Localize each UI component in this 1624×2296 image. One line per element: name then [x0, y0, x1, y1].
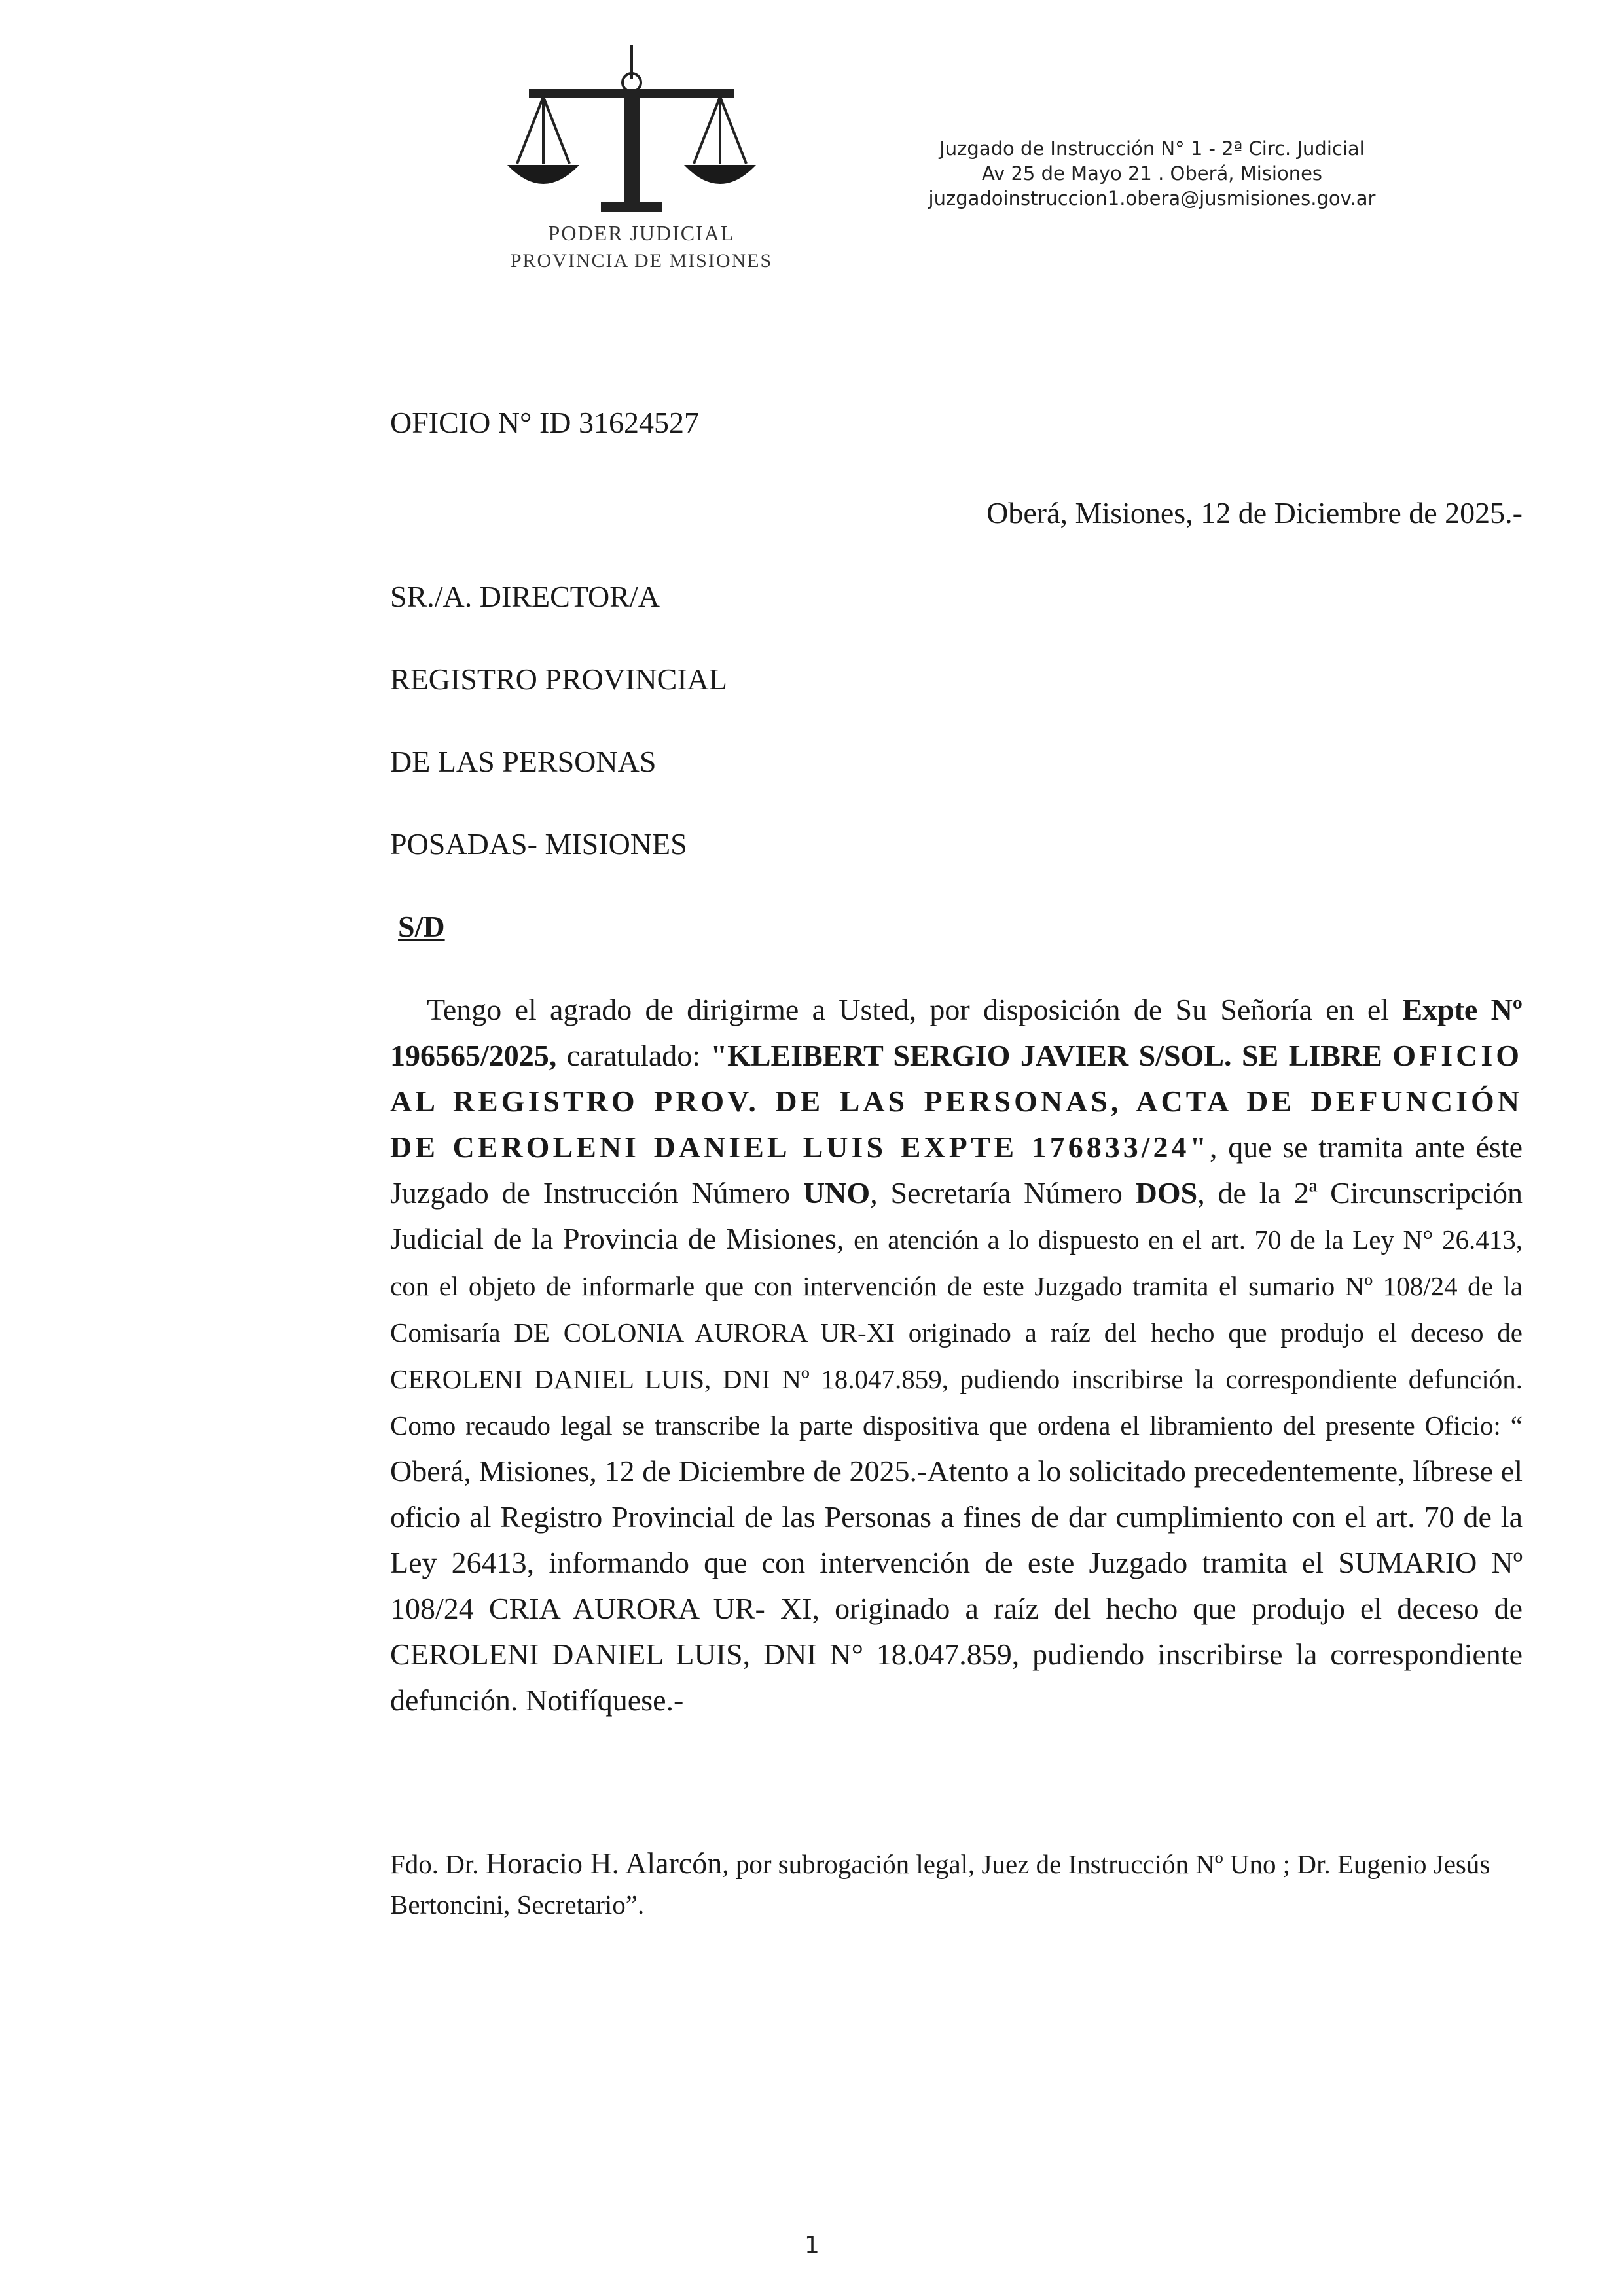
body-case-title-a: "KLEIBERT SERGIO JAVIER S/SOL. SE LIBRE — [710, 1039, 1393, 1072]
signature-rest: , por subrogación legal, Juez de Instrucción Nº Uno ; Dr. Eugenio Jesús Bertoncini, Secretario”. — [390, 1849, 1490, 1920]
body-expte: Expte Nº 196565/2025, — [390, 993, 1523, 1072]
body-text-1: Tengo el agrado de dirigirme a Usted, por disposición de Su Señoría en el — [427, 993, 1403, 1026]
body-text-3: , que se tramita ante éste Juzgado de Instrucción Número — [390, 1130, 1523, 1210]
date-line: Oberá, Misiones, 12 de Diciembre de 2025.- — [986, 496, 1523, 529]
scales-of-justice-icon — [504, 39, 779, 216]
body-text-5: , de la 2ª Circunscripción Judicial de la Provincia de Misiones, — [390, 1176, 1523, 1255]
body-juzgado-number: UNO — [803, 1176, 871, 1210]
body-text-4: , Secretaría Número — [870, 1176, 1136, 1210]
signature-judge-name: Horacio H. Alarcón — [485, 1846, 723, 1880]
recipient-line-1: SR./A. DIRECTOR/A — [390, 580, 660, 613]
sd-label: S/D — [398, 910, 445, 943]
court-address: Av 25 de Mayo 21 . Oberá, Misiones — [981, 162, 1323, 185]
logo-text-line1: PODER JUDICIAL — [548, 221, 735, 245]
body-text-2: caratulado: — [556, 1039, 711, 1072]
body-paragraph — [390, 987, 1523, 1723]
logo-text-line2: PROVINCIA DE MISIONES — [510, 250, 773, 272]
signature-prefix: Fdo. Dr. — [390, 1849, 486, 1879]
body-text-small: en atención a lo dispuesto en el art. 70 de la Ley N° 26.413, con el objeto de informarle que con intervención de este Juzgado tramita el sumario Nº 108/24 de la Comisaría DE COLONIA AURORA UR-XI originado a raíz del hecho que produjo el deceso de CEROLENI DANIEL LUIS, DNI Nº 18.047.859, pudiendo inscribirse la correspondiente defunción. Como recaudo legal se transcribe la parte dispositiva que ordena el libramiento del presente Oficio: “ — [390, 1225, 1523, 1441]
page-number: 1 — [804, 2232, 820, 2259]
court-name: Juzgado de Instrucción N° 1 - 2ª Circ. Judicial — [939, 137, 1365, 160]
recipient-line-2: REGISTRO PROVINCIAL — [390, 662, 727, 696]
body-secretaria-number: DOS — [1135, 1176, 1198, 1210]
oficio-number: OFICIO N° ID 31624527 — [390, 406, 699, 439]
court-email: juzgadoinstruccion1.obera@jusmisiones.gov.ar — [928, 187, 1376, 209]
court-header — [838, 136, 1466, 211]
body-text-6: Oberá, Misiones, 12 de Diciembre de 2025.-Atento a lo solicitado precedentemente, líbrese el oficio al Registro Provincial de las Personas a fines de dar cumplimiento con el art. 70 de la Ley 26413, informando que con intervención de este Juzgado tramita el SUMARIO Nº 108/24 CRIA AURORA UR- XI, originado a raíz del hecho que produjo el deceso de CEROLENI DANIEL LUIS, DNI N° 18.047.859, pudiendo inscribirse la correspondiente defunción. Notifíquese.- — [390, 1454, 1523, 1717]
court-logo — [504, 39, 779, 288]
body-case-title-b: OFICIO AL REGISTRO PROV. DE LAS PERSONAS, ACTA DE DEFUNCIÓN DE CEROLENI DANIEL LUIS EXPTE 176833/24" — [390, 1039, 1523, 1164]
recipient-line-4: POSADAS- MISIONES — [390, 827, 687, 861]
recipient-line-3: DE LAS PERSONAS — [390, 745, 657, 778]
signature-block — [390, 1843, 1523, 1925]
